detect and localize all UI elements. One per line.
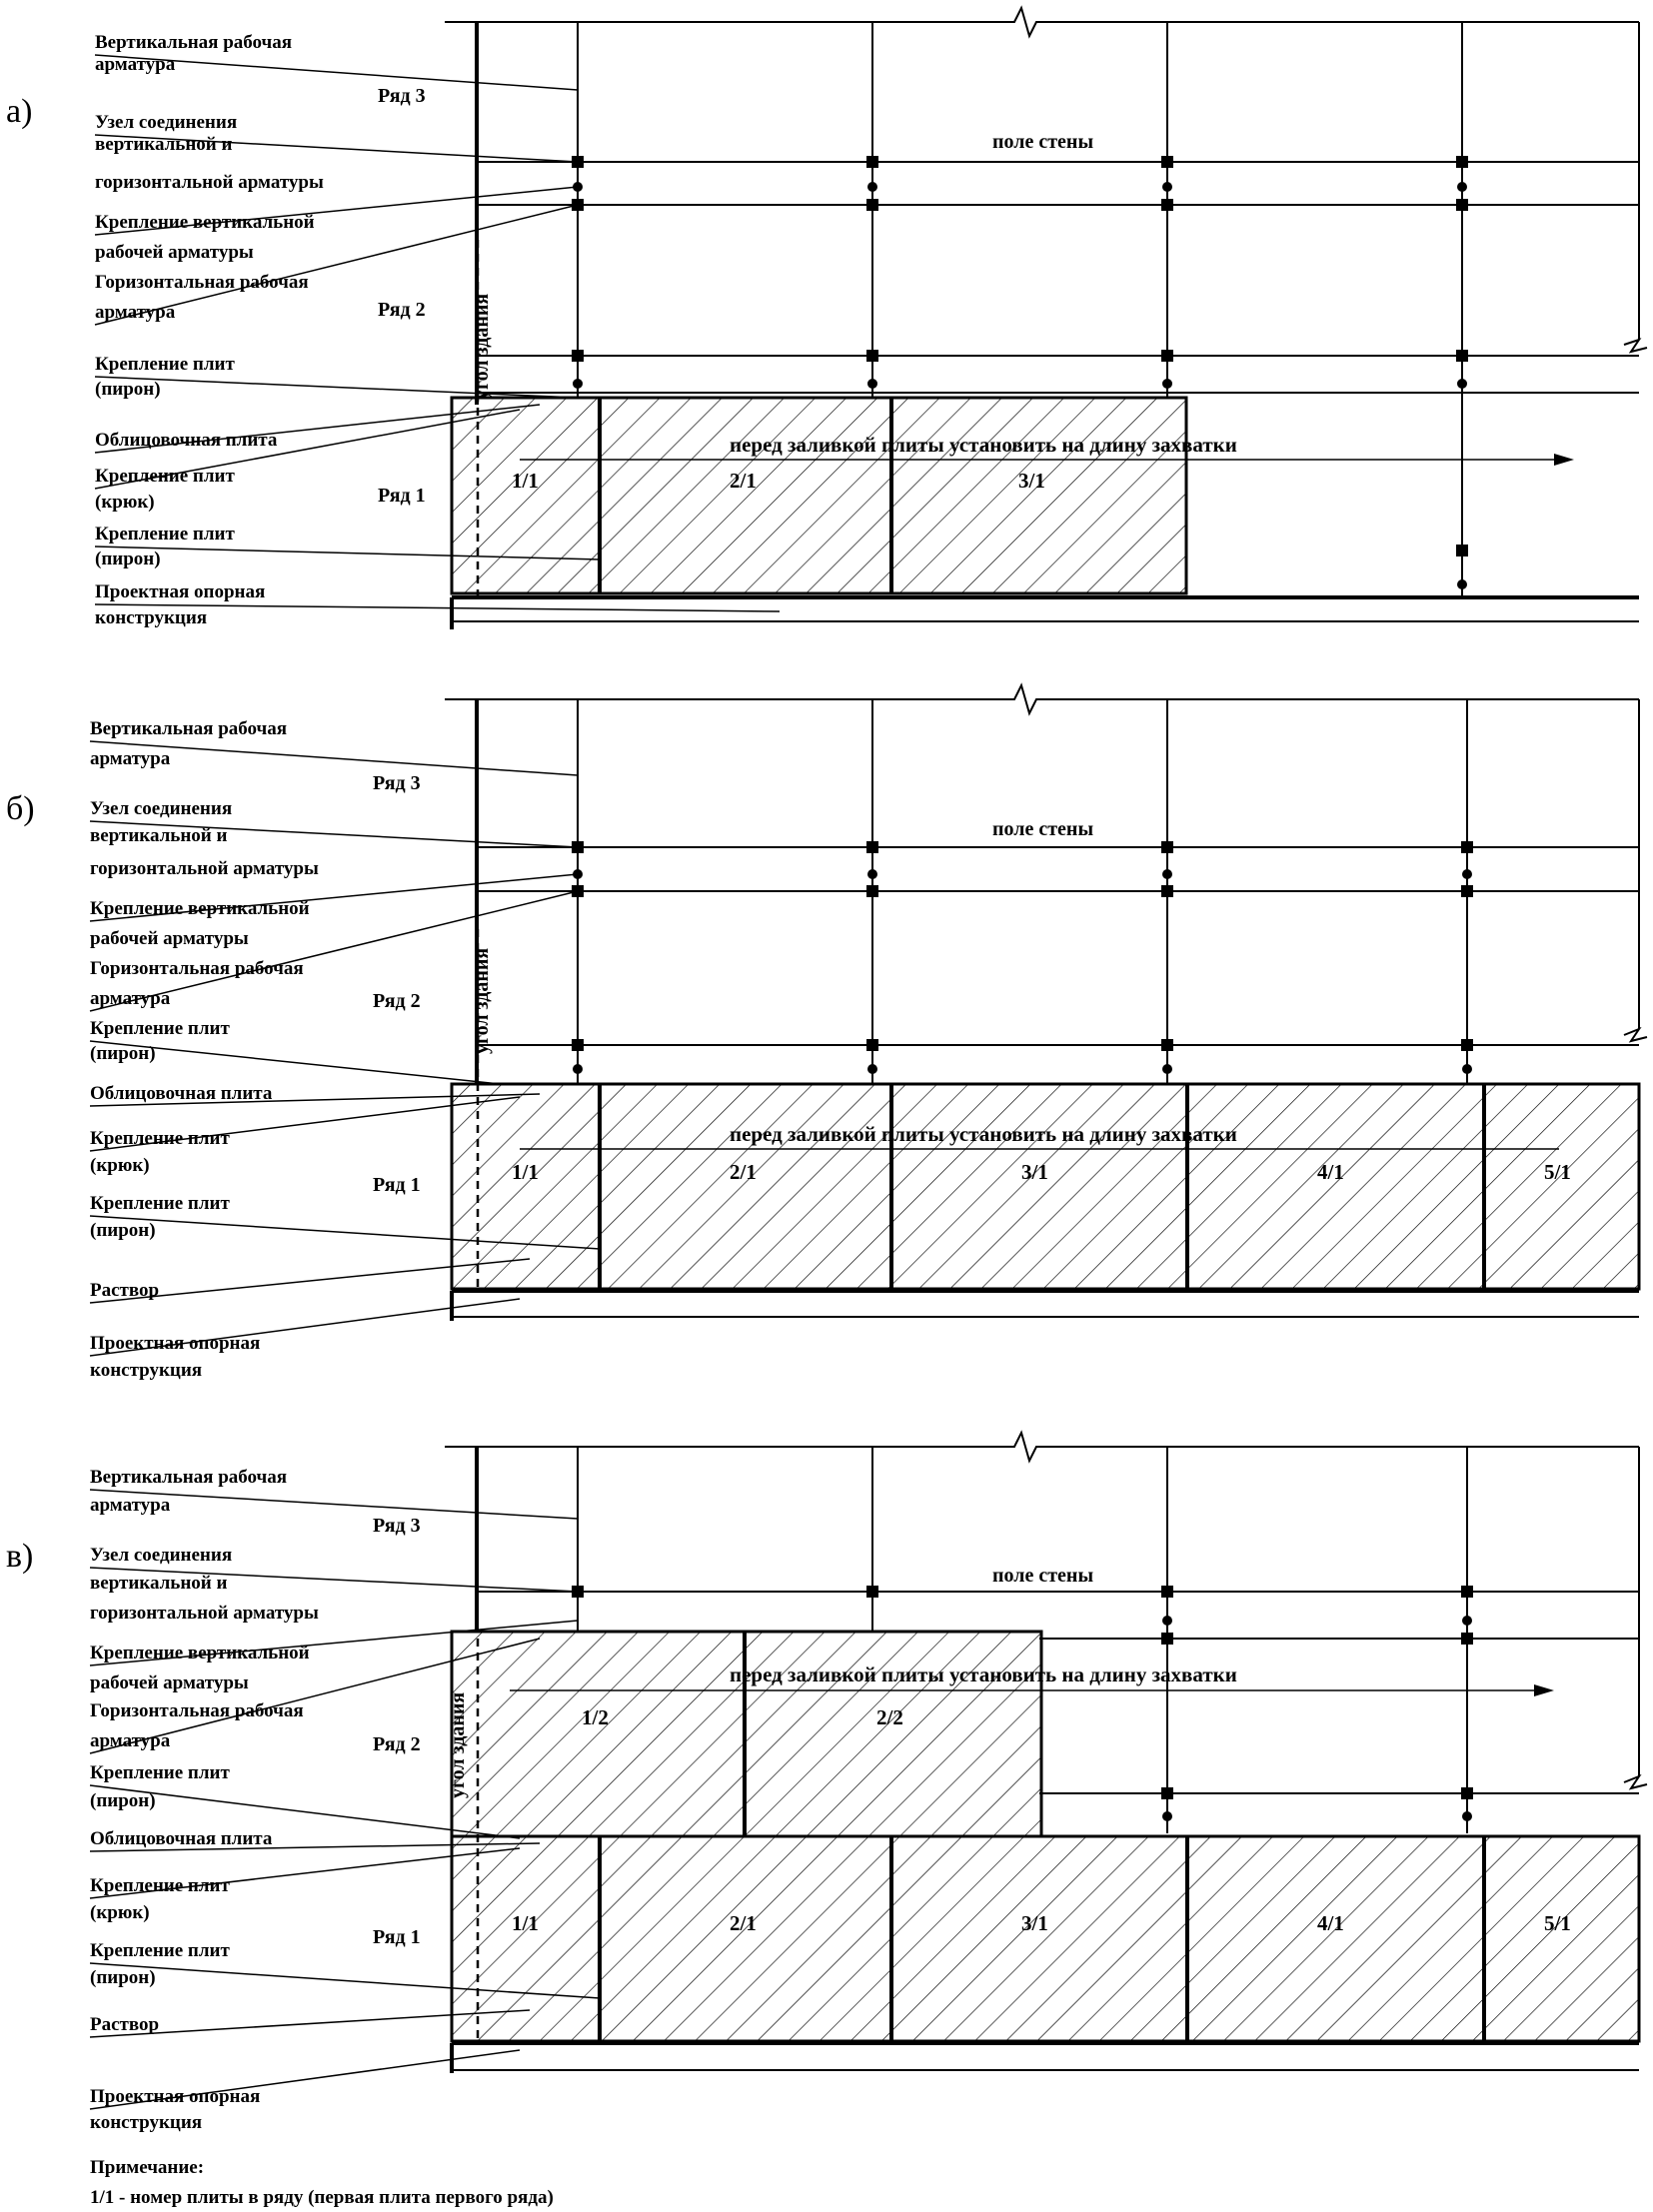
label-vertical-rebar: Вертикальная рабочая: [95, 32, 293, 53]
label-plate-fixing-pin: (пирон): [95, 379, 161, 400]
label-cladding-plate: Облицовочная плита: [90, 1083, 273, 1104]
label-plate-fixing-pin: (пирон): [95, 549, 161, 569]
label-vertical-rebar: арматура: [90, 1495, 171, 1516]
plate-number: 1/1: [512, 1160, 539, 1184]
label-mortar: Раствор: [90, 2014, 160, 2035]
row-label: Ряд 3: [373, 1515, 421, 1537]
installation-note: перед заливкой плиты установить на длину захватки: [730, 1122, 1237, 1146]
arrow-head: [1534, 1684, 1554, 1696]
label-vertical-fixing: рабочей арматуры: [90, 1672, 249, 1693]
label-vertical-fixing: Крепление вертикальной: [95, 212, 315, 233]
panel-letter-b: б): [6, 790, 35, 827]
footnote-text: 1/1 - номер плиты в ряду (первая плита первого ряда): [90, 2187, 554, 2208]
panel-letter-c: в): [6, 1538, 34, 1575]
row-label: Ряд 1: [378, 485, 426, 507]
corner-label: угол здания: [471, 947, 493, 1054]
label-vertical-fixing: рабочей арматуры: [95, 242, 254, 263]
plate-number: 3/1: [1021, 1911, 1048, 1935]
panel-letter-a: а): [6, 93, 33, 130]
label-horizontal-rebar: Горизонтальная рабочая: [95, 272, 309, 293]
right-break-mark: [1624, 340, 1647, 352]
label-plate-fixing-hook: Крепление плит: [90, 1875, 230, 1896]
label-plate-fixing-hook: (крюк): [90, 1155, 150, 1176]
top-break-line: [445, 685, 1639, 713]
wall-field-label: поле стены: [992, 818, 1094, 840]
wall-field-label: поле стены: [992, 1565, 1094, 1587]
label-support-structure: Проектная опорная: [90, 1333, 261, 1354]
label-horizontal-rebar: Горизонтальная рабочая: [90, 1700, 304, 1721]
right-break-mark: [1624, 1776, 1647, 1788]
row-label: Ряд 2: [378, 299, 426, 321]
label-cladding-plate: Облицовочная плита: [90, 1828, 273, 1849]
label-cladding-plate: Облицовочная плита: [95, 430, 278, 451]
row-label: Ряд 1: [373, 1174, 421, 1196]
label-vertical-fixing: Крепление вертикальной: [90, 1643, 310, 1663]
plate-number: 4/1: [1317, 1911, 1344, 1935]
label-support-structure: Проектная опорная: [95, 581, 266, 602]
label-node: вертикальной и: [90, 825, 228, 846]
plate-number: 3/1: [1018, 469, 1045, 493]
label-node: горизонтальной арматуры: [95, 172, 324, 193]
plate-number: 5/1: [1544, 1160, 1571, 1184]
panel-a: [6, 8, 1647, 629]
footnote-title: Примечание:: [90, 2157, 205, 2178]
row-label: Ряд 2: [373, 1733, 421, 1755]
arrow-head: [1554, 454, 1574, 466]
top-break-line: [445, 8, 1639, 36]
label-horizontal-rebar: арматура: [95, 302, 176, 323]
label-plate-fixing-pin: (пирон): [90, 1790, 156, 1811]
label-node: вертикальной и: [90, 1573, 228, 1594]
panel-b: [6, 685, 1647, 1381]
wall-field-label: поле стены: [992, 131, 1094, 153]
label-node: Узел соединения: [90, 798, 233, 819]
label-node: горизонтальной арматуры: [90, 858, 319, 879]
label-node: Узел соединения: [90, 1545, 233, 1566]
label-horizontal-rebar: арматура: [90, 988, 171, 1009]
rebar-nodes: [572, 841, 1473, 1074]
label-plate-fixing-hook: (крюк): [95, 492, 155, 513]
label-horizontal-rebar: арматура: [90, 1730, 171, 1751]
cladding-plates-row1: [452, 1084, 1639, 1289]
plate-number: 3/1: [1021, 1160, 1048, 1184]
label-vertical-rebar: Вертикальная рабочая: [90, 1467, 288, 1488]
label-plate-fixing-pin: (пирон): [90, 1043, 156, 1064]
right-break-mark: [1624, 1029, 1647, 1041]
row-label: Ряд 3: [378, 85, 426, 107]
plate-number: 4/1: [1317, 1160, 1344, 1184]
installation-note: перед заливкой плиты установить на длину захватки: [730, 1662, 1237, 1686]
label-vertical-fixing: Крепление вертикальной: [90, 898, 310, 919]
label-support-structure: конструкция: [90, 1360, 203, 1381]
plate-number: 2/1: [730, 1911, 757, 1935]
row-label: Ряд 1: [373, 1926, 421, 1948]
label-node: Узел соединения: [95, 112, 238, 133]
label-plate-fixing-hook: Крепление плит: [95, 466, 235, 487]
label-mortar: Раствор: [90, 1280, 160, 1301]
row-label: Ряд 3: [373, 772, 421, 794]
corner-label: угол здания: [471, 293, 493, 400]
label-plate-fixing-pin: Крепление плит: [90, 1193, 230, 1214]
top-break-line: [445, 1433, 1639, 1461]
installation-note: перед заливкой плиты установить на длину захватки: [730, 433, 1237, 457]
label-vertical-rebar: арматура: [95, 54, 176, 75]
plate-number: 2/1: [730, 469, 757, 493]
label-support-structure: Проектная опорная: [90, 2086, 261, 2107]
panel-c: [6, 1433, 1647, 2133]
cladding-plates-row1: [452, 1836, 1639, 2041]
label-plate-fixing-pin: Крепление плит: [95, 524, 235, 545]
plate-number: 1/1: [512, 1911, 539, 1935]
label-node: вертикальной и: [95, 134, 233, 155]
label-horizontal-rebar: Горизонтальная рабочая: [90, 958, 304, 979]
plate-number: 2/1: [730, 1160, 757, 1184]
label-plate-fixing-pin: Крепление плит: [90, 1018, 230, 1039]
label-vertical-rebar: арматура: [90, 748, 171, 769]
label-plate-fixing-pin: (пирон): [90, 1220, 156, 1241]
label-support-structure: конструкция: [90, 2112, 203, 2133]
row-label: Ряд 2: [373, 990, 421, 1012]
label-plate-fixing-pin: Крепление плит: [90, 1940, 230, 1961]
plate-number: 1/2: [582, 1705, 609, 1729]
label-vertical-rebar: Вертикальная рабочая: [90, 718, 288, 739]
label-node: горизонтальной арматуры: [90, 1603, 319, 1624]
label-plate-fixing-pin: Крепление плит: [90, 1762, 230, 1783]
plate-number: 1/1: [512, 469, 539, 493]
label-vertical-fixing: рабочей арматуры: [90, 928, 249, 949]
plate-number: 5/1: [1544, 1911, 1571, 1935]
label-plate-fixing-pin: Крепление плит: [95, 354, 235, 375]
label-plate-fixing-hook: Крепление плит: [90, 1128, 230, 1149]
plate-number: 2/2: [876, 1705, 903, 1729]
cladding-plates-row1: [452, 398, 1186, 593]
label-plate-fixing-hook: (крюк): [90, 1902, 150, 1923]
label-plate-fixing-pin: (пирон): [90, 1967, 156, 1988]
corner-label: угол здания: [447, 1691, 469, 1798]
label-support-structure: конструкция: [95, 607, 208, 628]
